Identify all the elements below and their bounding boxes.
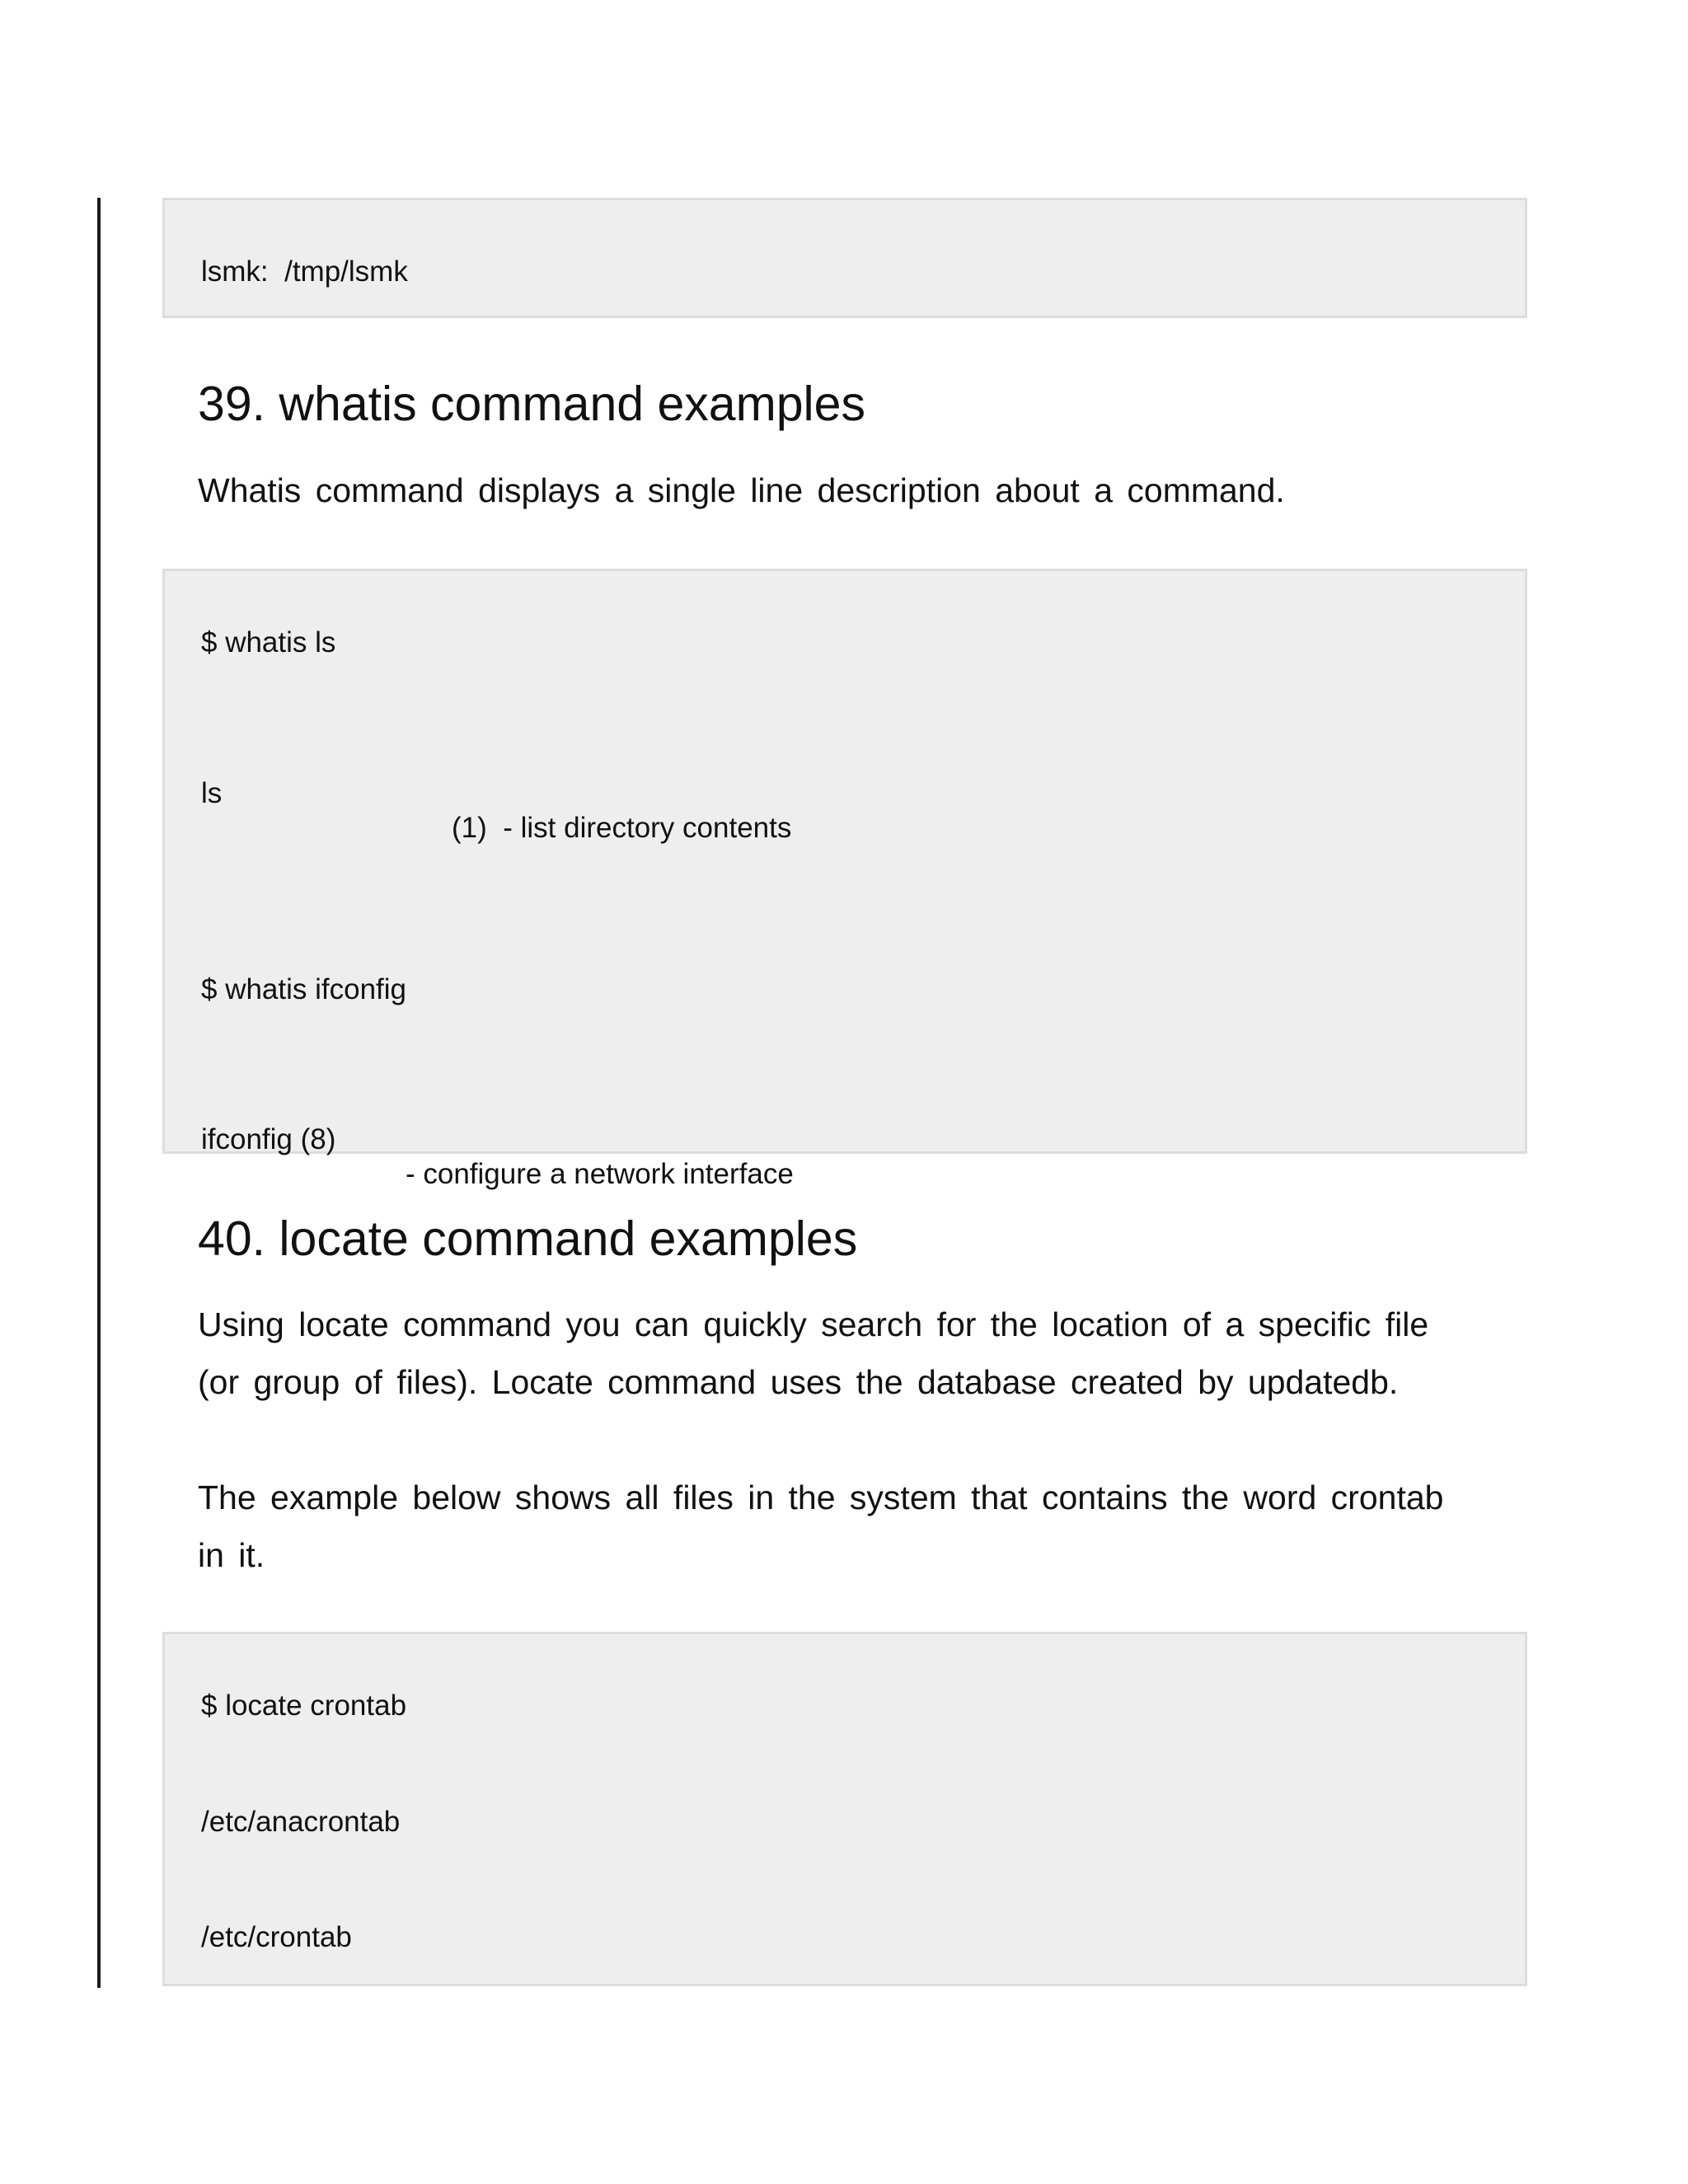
- code-line: lsmk: /tmp/lsmk: [201, 255, 408, 288]
- code-line-output: [201, 1088, 1355, 1226]
- section-paragraph: The example below shows all files in the system that contains the word crontab in it.: [198, 1479, 1444, 1574]
- output-name: ls: [201, 777, 223, 809]
- code-block-locate: [162, 1632, 1527, 1986]
- margin-rule: [97, 198, 101, 1988]
- section-heading-whatis: 39. whatis command examples: [198, 377, 865, 431]
- code-line-output: /etc/anacrontab: [201, 1806, 401, 1838]
- output-description: - configure a network interface: [406, 1158, 794, 1190]
- code-line-output: /etc/crontab: [201, 1921, 352, 1953]
- section-paragraph: Using locate command you can quickly search for the location of a specific file (or group of files). Locate command uses the database created by updatedb.: [198, 1305, 1429, 1401]
- code-line-command: $ locate crontab: [201, 1690, 407, 1722]
- code-block-whatis: [162, 569, 1527, 1190]
- code-line-output: [201, 742, 1355, 880]
- output-description: (1) - list directory contents: [452, 812, 792, 844]
- section-heading-locate: 40. locate command examples: [198, 1212, 858, 1266]
- output-name: ifconfig (8): [201, 1123, 336, 1155]
- code-line-command: $ whatis ls: [201, 626, 336, 658]
- code-block-lsmk: [162, 198, 1527, 318]
- section-description-whatis: Whatis command displays a single line description about a command.: [198, 471, 1285, 509]
- code-line-command: $ whatis ifconfig: [201, 973, 407, 1005]
